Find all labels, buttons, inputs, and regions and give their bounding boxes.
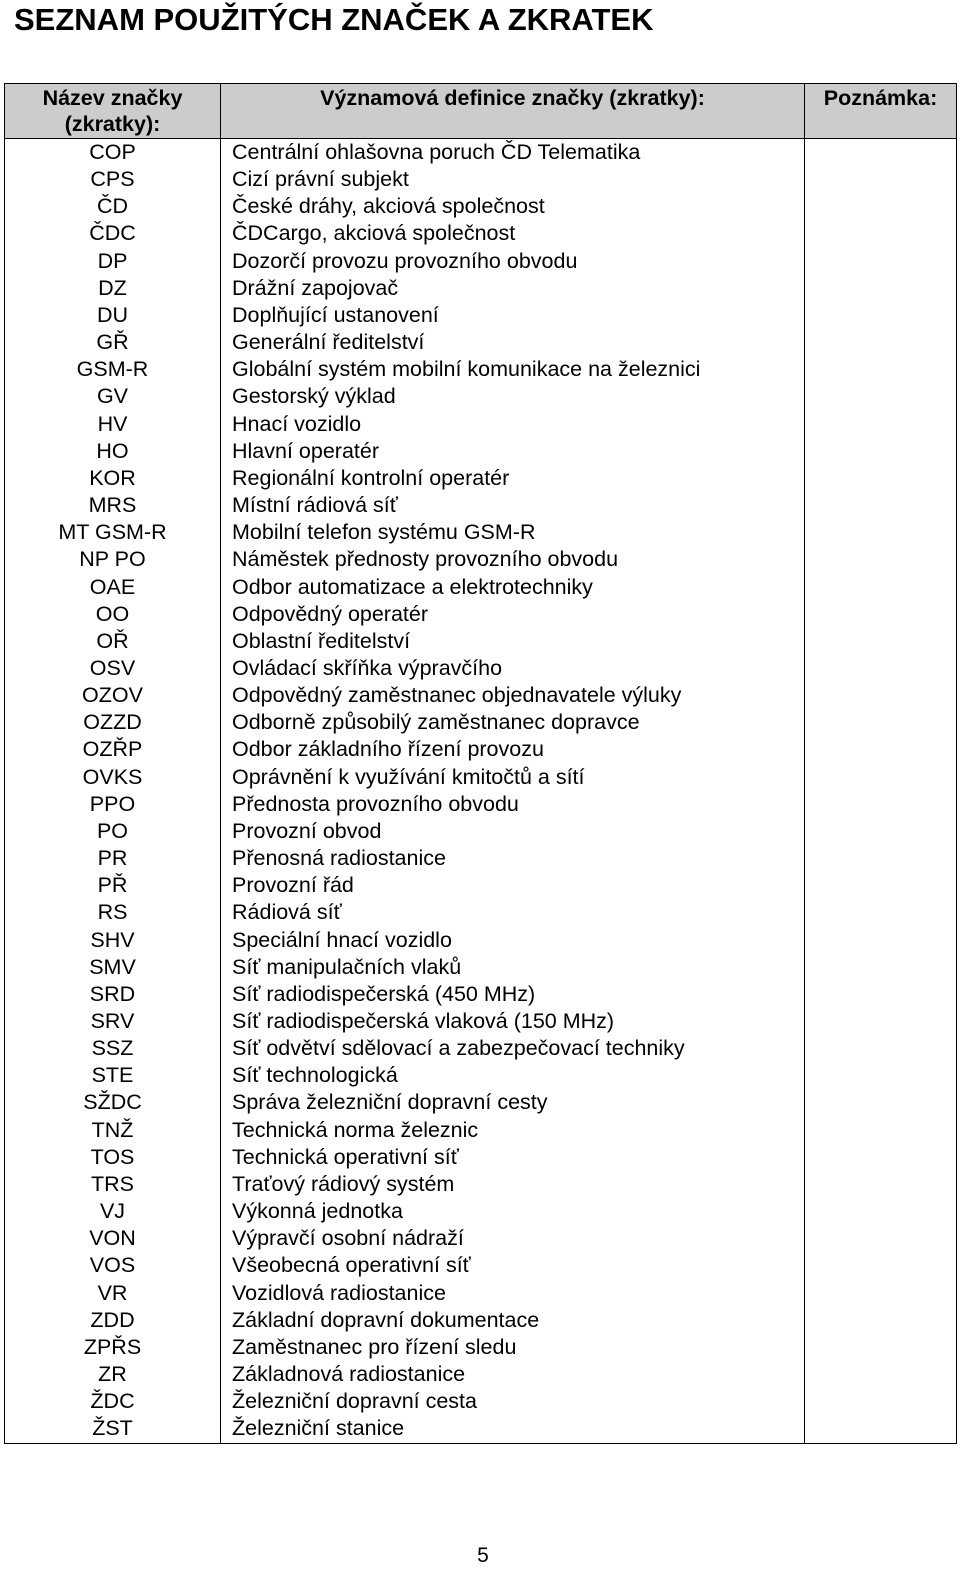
abbreviation-cell: VOS: [5, 1252, 221, 1279]
definition-cell: Výpravčí osobní nádraží: [221, 1225, 805, 1252]
definition-cell: Zaměstnanec pro řízení sledu: [221, 1334, 805, 1361]
definition-cell: Speciální hnací vozidlo: [221, 927, 805, 954]
definition-cell: Technická operativní síť: [221, 1144, 805, 1171]
abbreviation-cell: ZDD: [5, 1307, 221, 1334]
abbreviation-cell: NP PO: [5, 546, 221, 573]
abbreviation-cell: SRV: [5, 1008, 221, 1035]
abbreviation-cell: ZPŘS: [5, 1334, 221, 1361]
abbreviation-cell: RS: [5, 899, 221, 926]
definition-cell: Odborně způsobilý zaměstnanec dopravce: [221, 709, 805, 736]
column-header-abbreviation: Název značky (zkratky):: [5, 84, 221, 139]
abbreviation-cell: PPO: [5, 791, 221, 818]
abbreviation-cell: TRS: [5, 1171, 221, 1198]
abbreviation-cell: OO: [5, 601, 221, 628]
abbreviation-cell: DP: [5, 248, 221, 275]
definition-cell: Přednosta provozního obvodu: [221, 791, 805, 818]
abbreviation-cell: PŘ: [5, 872, 221, 899]
abbreviation-cell: SŽDC: [5, 1089, 221, 1116]
definition-cell: Náměstek přednosty provozního obvodu: [221, 546, 805, 573]
definition-cell: Síť radiodispečerská vlaková (150 MHz): [221, 1008, 805, 1035]
definition-cell: Odbor automatizace a elektrotechniky: [221, 574, 805, 601]
abbreviation-cell: KOR: [5, 465, 221, 492]
definition-cell: Základnová radiostanice: [221, 1361, 805, 1388]
abbreviation-cell: OZŘP: [5, 736, 221, 763]
definition-cell: ČDCargo, akciová společnost: [221, 220, 805, 247]
definition-cell: České dráhy, akciová společnost: [221, 193, 805, 220]
definition-cell: Železniční dopravní cesta: [221, 1388, 805, 1415]
abbreviation-cell: ZR: [5, 1361, 221, 1388]
definition-cell: Vozidlová radiostanice: [221, 1280, 805, 1307]
definition-cell: Základní dopravní dokumentace: [221, 1307, 805, 1334]
abbreviation-cell: VJ: [5, 1198, 221, 1225]
abbreviation-cell: OVKS: [5, 764, 221, 791]
abbreviation-cell: PR: [5, 845, 221, 872]
definition-cell: Všeobecná operativní síť: [221, 1252, 805, 1279]
definition-cell: Technická norma železnic: [221, 1117, 805, 1144]
abbreviation-cell: OSV: [5, 655, 221, 682]
definition-cell: Oprávnění k využívání kmitočtů a sítí: [221, 764, 805, 791]
definition-cell: Rádiová síť: [221, 899, 805, 926]
definition-cell: Mobilní telefon systému GSM-R: [221, 519, 805, 546]
abbreviation-cell: MRS: [5, 492, 221, 519]
column-header-note: Poznámka:: [805, 84, 957, 139]
definition-cell: Hnací vozidlo: [221, 411, 805, 438]
abbreviation-cell: DU: [5, 302, 221, 329]
table-body: [5, 139, 957, 1444]
abbreviation-cell: HO: [5, 438, 221, 465]
abbreviation-cell: STE: [5, 1062, 221, 1089]
definition-cell: Místní rádiová síť: [221, 492, 805, 519]
definition-cell: Globální systém mobilní komunikace na železnici: [221, 356, 805, 383]
abbreviation-cell: COP: [5, 139, 221, 167]
abbreviation-cell: GSM-R: [5, 356, 221, 383]
note-cell: [805, 139, 957, 1444]
definition-cell: Ovládací skříňka výpravčího: [221, 655, 805, 682]
definition-cell: Síť technologická: [221, 1062, 805, 1089]
abbreviation-cell: VON: [5, 1225, 221, 1252]
abbreviation-cell: VR: [5, 1280, 221, 1307]
page-number: 5: [477, 1544, 489, 1567]
abbreviation-cell: TOS: [5, 1144, 221, 1171]
definition-cell: Oblastní ředitelství: [221, 628, 805, 655]
definition-cell: Traťový rádiový systém: [221, 1171, 805, 1198]
abbreviation-cell: DZ: [5, 275, 221, 302]
abbreviation-cell: TNŽ: [5, 1117, 221, 1144]
definition-cell: Síť odvětví sdělovací a zabezpečovací techniky: [221, 1035, 805, 1062]
definition-cell: Železniční stanice: [221, 1415, 805, 1443]
definition-cell: Dozorčí provozu provozního obvodu: [221, 248, 805, 275]
table-row: [5, 139, 957, 167]
definition-cell: Provozní obvod: [221, 818, 805, 845]
abbreviations-table: [4, 83, 957, 1444]
table-header-row: [5, 84, 957, 139]
definition-cell: Přenosná radiostanice: [221, 845, 805, 872]
abbreviation-cell: SHV: [5, 927, 221, 954]
definition-cell: Odpovědný zaměstnanec objednavatele výluky: [221, 682, 805, 709]
definition-cell: Generální ředitelství: [221, 329, 805, 356]
definition-cell: Doplňující ustanovení: [221, 302, 805, 329]
abbreviation-cell: SSZ: [5, 1035, 221, 1062]
abbreviation-cell: MT GSM-R: [5, 519, 221, 546]
definition-cell: Výkonná jednotka: [221, 1198, 805, 1225]
abbreviation-cell: GV: [5, 383, 221, 410]
definition-cell: Drážní zapojovač: [221, 275, 805, 302]
abbreviation-cell: CPS: [5, 166, 221, 193]
definition-cell: Centrální ohlašovna poruch ČD Telematika: [221, 139, 805, 167]
definition-cell: Síť radiodispečerská (450 MHz): [221, 981, 805, 1008]
definition-cell: Regionální kontrolní operatér: [221, 465, 805, 492]
abbreviation-cell: OŘ: [5, 628, 221, 655]
abbreviation-cell: GŘ: [5, 329, 221, 356]
abbreviation-cell: OZZD: [5, 709, 221, 736]
abbreviation-cell: PO: [5, 818, 221, 845]
page-title: SEZNAM POUŽITÝCH ZNAČEK A ZKRATEK: [14, 2, 654, 37]
definition-cell: Gestorský výklad: [221, 383, 805, 410]
abbreviation-cell: ČDC: [5, 220, 221, 247]
abbreviation-cell: OZOV: [5, 682, 221, 709]
column-header-definition: Významová definice značky (zkratky):: [221, 84, 805, 139]
definition-cell: Cizí právní subjekt: [221, 166, 805, 193]
definition-cell: Odpovědný operatér: [221, 601, 805, 628]
abbreviation-cell: OAE: [5, 574, 221, 601]
abbreviation-cell: ČD: [5, 193, 221, 220]
abbreviation-cell: ŽST: [5, 1415, 221, 1443]
abbreviation-cell: SMV: [5, 954, 221, 981]
definition-cell: Provozní řád: [221, 872, 805, 899]
abbreviation-cell: SRD: [5, 981, 221, 1008]
abbreviation-cell: ŽDC: [5, 1388, 221, 1415]
definition-cell: Hlavní operatér: [221, 438, 805, 465]
definition-cell: Správa železniční dopravní cesty: [221, 1089, 805, 1116]
definition-cell: Odbor základního řízení provozu: [221, 736, 805, 763]
abbreviation-cell: HV: [5, 411, 221, 438]
definition-cell: Síť manipulačních vlaků: [221, 954, 805, 981]
